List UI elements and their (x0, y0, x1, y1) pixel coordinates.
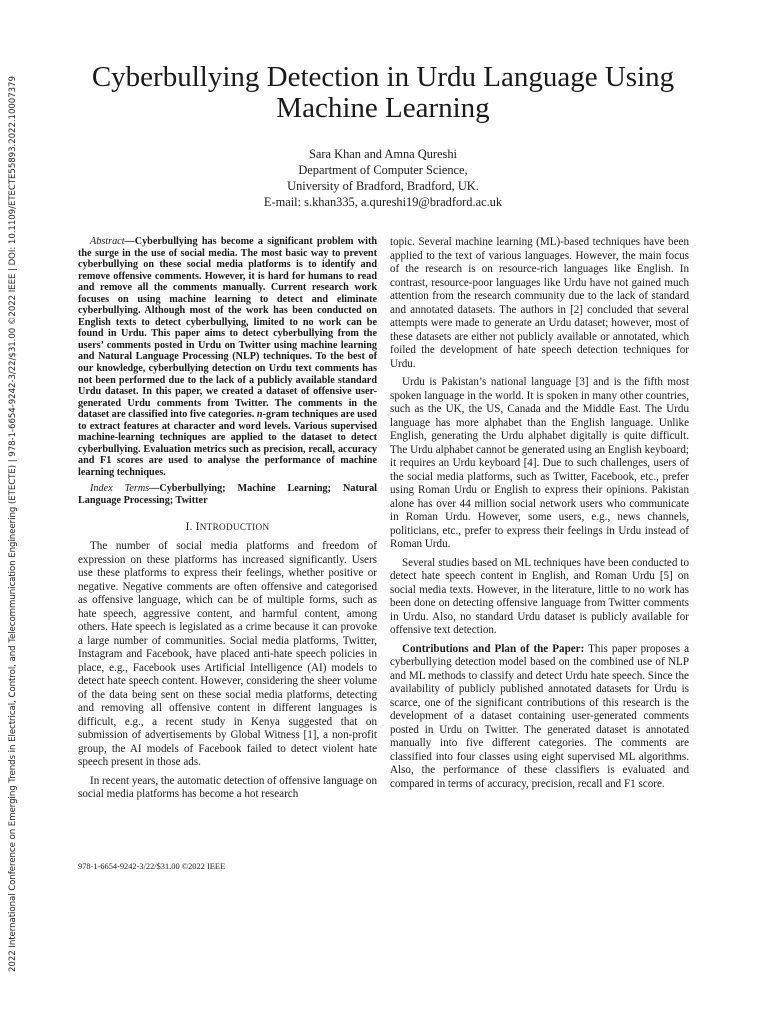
abstract-text: —Cyberbullying has become a significant problem with the surge in the use of social media. The most basic way to prevent cyberbullying on these social media platforms is to identify and remove offensive comments. However, it is hard for humans to read and remove all the comments manually. Current research work focuses on using machine learning to detect and eliminate cyberbullying. Although most of the work has been conducted on English texts to detect cyberbullying, limited to no work can be found in Urdu. This paper aims to detect cyberbullying from the users’ comments posted in Urdu on Twitter using machine learning and Natural Language Processing (NLP) techniques. To the best of our knowledge, cyberbullying detection on Urdu text comments has not been performed due to the lack of a publicly available standard Urdu dataset. In this paper, we created a dataset of offensive user-generated Urdu comments from Twitter. The comments in the dataset are classified into five categories. (78, 236, 377, 421)
index-terms-label: Index Terms (90, 483, 150, 495)
index-terms-text: —Cyberbullying; Machine Learning; Natural Language Processing; Twitter (78, 483, 377, 507)
copyright-footer: 978-1-6654-9242-3/22/$31.00 ©2022 IEEE (78, 862, 226, 871)
abstract-ngram: n (256, 409, 263, 421)
intro-paragraph-3: topic. Several machine learning (ML)-based techniques have been applied to the text of various languages. However, the main focus of the research is on resource-rich languages like English. In contrast, resource-poor languages like Urdu have not gained much attention from the research community due to the lack of standard and annotated datasets. The authors in [2] concluded that several attempts were made to generate an Urdu dataset; however, most of these datasets are either not publicly available or annotated, which foiled the development of hate speech detection techniques for Urdu. (390, 236, 689, 370)
author-department: Department of Computer Science, (298, 163, 468, 177)
intro-paragraph-5: Several studies based on ML techniques have been conducted to detect hate speech content in English, and Roman Urdu [5] on social media texts. However, in the literature, little to no work has been done on detecting offensive language from Twitter comments in Urdu. Also, no standard Urdu dataset is publicly available for offensive text detection. (390, 556, 689, 636)
author-names: Sara Khan and Amna Qureshi (309, 147, 457, 161)
author-block (78, 146, 688, 210)
intro-paragraph-1: The number of social media platforms and freedom of expression on these platforms has increased significantly. Users use these platforms to express their feelings, whether positive or negative. Negative comments are often offensive and categorised as offensive language, which can be of multiple forms, such as hate speech, aggressive content, and harmful content, among others. Hate speech is legislated as a crime because it can provoke a large number of communities. Social media platforms, Twitter, Instagram and Facebook, have placed anti-hate speech policies in place, e.g., Facebook uses Artificial Intelligence (AI) models to detect hate speech content. However, considering the sheer volume of the data being sent on these social media platforms, detecting and removing all offensive content in different languages is difficult, e.g., a recent study in Kenya suggested that on submission of advertisements by Global Witness [1], a non-profit group, the AI models of Facebook failed to detect violent hate speech present in those ads. (78, 540, 377, 769)
paper-title: Cyberbullying Detection in Urdu Language Using Machine Learning (91, 61, 675, 124)
author-email: E-mail: s.khan335, a.qureshi19@bradford.ac.uk (263, 195, 503, 209)
section-rest: NTRODUCTION (199, 521, 270, 532)
index-terms (78, 483, 377, 506)
abstract (78, 236, 377, 478)
left-column (78, 236, 377, 807)
intro-paragraph-4: Urdu is Pakistan’s national language [3] and is the fifth most spoken language in the world. It is spoken in many other countries, such as the UK, the US, Canada and the Middle East. The Urdu language has more alphabet than the English language. Unlike English, generating the Urdu alphabet digitally is quite difficult. The Urdu alphabet cannot be generated using an English keyboard; it requires an Urdu keyboard [4]. Due to such challenges, users of the social media platforms, such as Twitter, Facebook, etc., prefer using Roman Urdu or English to express their opinions. Pakistan alone has over 44 million social network users who communicate in Roman Urdu. However, some users, e.g., news channels, politicians, etc., prefer to express their feelings in Urdu instead of Roman Urdu. (390, 376, 689, 550)
section-first-letter: I (195, 520, 200, 533)
contributions-paragraph (390, 643, 689, 792)
contributions-heading: Contributions and Plan of the Paper: (402, 642, 585, 655)
abstract-label: Abstract (90, 236, 125, 247)
abstract-text-2: -gram techniques are used to extract features at character and word levels. Various supervised machine-learning techniques are applied to the dataset to detect cyberbullying. Evaluation metrics such as precision, recall, accuracy and F1 scores are used to analyse the performance of machine learning techniques. (78, 409, 377, 478)
section-numeral: I. (185, 520, 196, 533)
sidebar-citation: 2022 International Conference on Emerging Trends in Electrical, Control, and Telecommunication Engineering (ETECTE) | 978-1-6654-9242-3/22/$31.00 ©2022 IEEE | DOI: 10.1109/ETECTE55893.2022.10007379 (8, 76, 18, 972)
section-heading-introduction (78, 521, 377, 535)
right-column (390, 236, 689, 796)
contributions-text: This paper proposes a cyberbullying detection model based on the combined use of NLP and ML methods to classify and detect Urdu hate speech. Since the availability of publicly published annotated datasets for Urdu is scarce, one of the significant contributions of this research is the development of a dataset containing user-generated comments posted in Urdu on Twitter. The generated dataset is annotated manually into five different categories. The comments are classified into four classes using eight supervised ML algorithms. Also, the performance of these classifiers is evaluated and compared in terms of accuracy, precision, recall and F1 score. (390, 642, 689, 790)
author-university: University of Bradford, Bradford, UK. (287, 179, 479, 193)
intro-paragraph-2: In recent years, the automatic detection of offensive language on social media platforms has become a hot research (78, 774, 377, 801)
